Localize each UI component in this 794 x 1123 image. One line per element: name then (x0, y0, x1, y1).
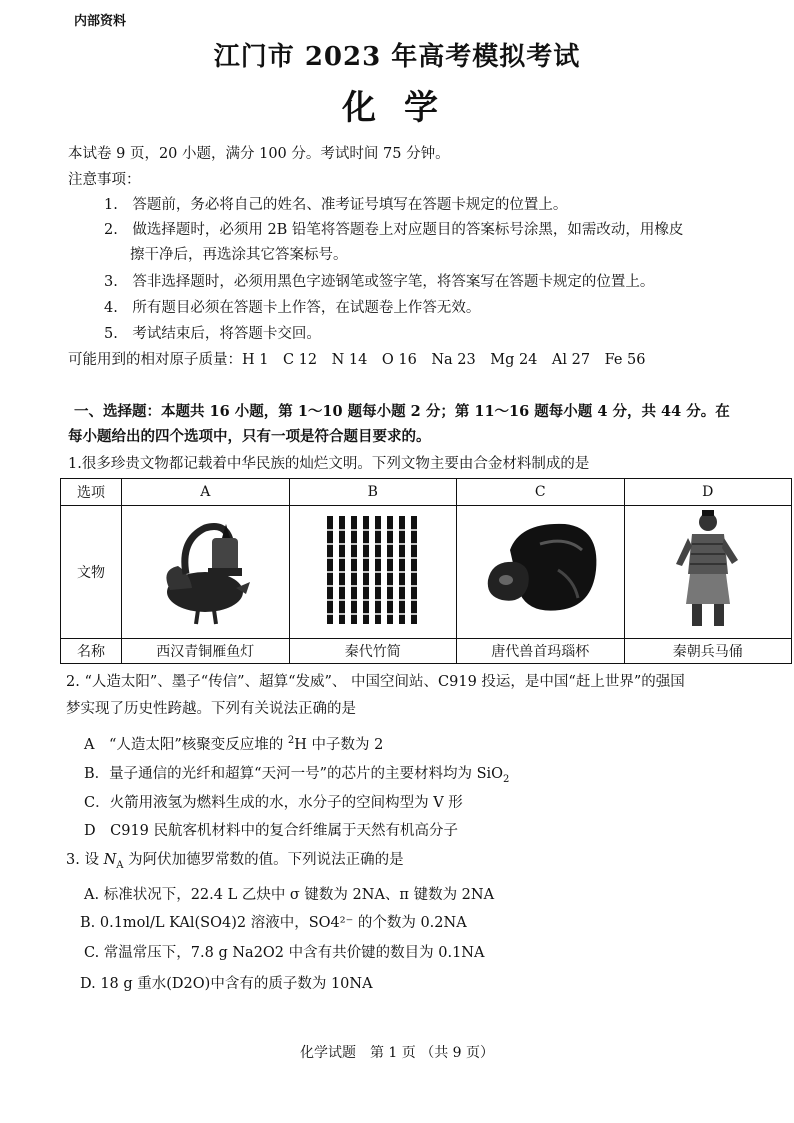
note-2-cont: 擦干净后，再选涂其它答案标号。 (130, 247, 348, 263)
notes-title: 注意事项： (68, 172, 141, 188)
relic-a-name: 西汉青铜雁鱼灯 (122, 639, 290, 664)
option-a-header: A (122, 479, 290, 506)
bronze-goose-lamp-image (150, 510, 260, 630)
q2-option-a: A “人造太阳”核聚变反应堆的 $^2$H 中子数为 2 (84, 735, 384, 753)
relic-c-cell (457, 506, 625, 639)
q2-stem-1: 2. “人造太阳”、墨子“传信”、超算“发威”、 中国空间站、C919 投运，是中国“赶上世界”的强国 (66, 674, 685, 690)
q2-option-b: B．量子通信的光纤和超算“天河一号”的芯片的主要材料均为 SiO$_2$ (84, 766, 510, 785)
relic-b-name: 秦代竹简 (289, 639, 457, 664)
relic-a-cell (122, 506, 290, 639)
intro-line: 本试卷 9 页，20 小题，满分 100 分。考试时间 75 分钟。 (68, 146, 450, 162)
terracotta-warrior-image (668, 508, 748, 632)
header-tag: 内部资料 (74, 14, 127, 29)
q2-option-d: D C919 民航客机材料中的复合纤维属于天然有机高分子 (84, 823, 459, 839)
relic-b-cell (289, 506, 457, 639)
relic-d-cell (624, 506, 792, 639)
beast-head-agate-cup-image (470, 510, 610, 630)
row-label-relic: 文物 (61, 506, 122, 639)
q1-stem: 1.很多珍贵文物都记载着中华民族的灿烂文明。下列文物主要由合金材料制成的是 (68, 456, 590, 472)
q3-option-c: C. 常温常压下，7.8 g Na2O2 中含有共价键的数目为 0.1NA (84, 945, 485, 961)
section-1-line-2: 每小题给出的四个选项中，只有一项是符合题目要求的。 (68, 428, 431, 445)
q2-option-c: C．火箭用液氢为燃料生成的水，水分子的空间构型为 V 形 (84, 795, 463, 811)
q2-stem-2: 梦实现了历史性跨越。下列有关说法正确的是 (66, 701, 356, 717)
q3-stem: 3. 设 $N_A$ 为阿伏加德罗常数的值。下列说法正确的是 (66, 852, 404, 871)
note-5: 5. 考试结束后，将答题卡交回。 (104, 326, 321, 342)
row-label-name: 名称 (61, 639, 122, 664)
relic-c-name: 唐代兽首玛瑙杯 (457, 639, 625, 664)
option-c-header: C (457, 479, 625, 506)
note-2: 2. 做选择题时，必须用 2B 铅笔将答题卷上对应题目的答案标号涂黑，如需改动，用橡皮 (104, 222, 684, 238)
subject-title: 化学 (342, 88, 466, 128)
atomic-masses: 可能用到的相对原子质量：H 1 C 12 N 14 O 16 Na 23 Mg 24 Al 27 Fe 56 (68, 352, 646, 368)
section-1-line-1: 一、选择题：本题共 16 小题，第 1～10 题每小题 2 分；第 11～16 题每小题 4 分，共 44 分。在 (74, 403, 730, 420)
row-label-option: 选项 (61, 479, 122, 506)
note-3: 3. 答非选择题时，必须用黑色字迹钢笔或签字笔，将答案写在答题卡规定的位置上。 (104, 274, 655, 290)
note-4: 4. 所有题目必须在答题卡上作答，在试题卷上作答无效。 (104, 300, 481, 316)
page-footer: 化学试题 第 1 页 （共 9 页） (299, 1045, 495, 1061)
bamboo-slips-image (313, 510, 433, 630)
exam-title: 江门市 2023 年高考模拟考试 (213, 42, 581, 72)
q3-option-a: A. 标准状况下，22.4 L 乙炔中 σ 键数为 2NA、π 键数为 2NA (84, 887, 495, 903)
relic-d-name: 秦朝兵马俑 (624, 639, 792, 664)
q3-option-d: D. 18 g 重水(D2O)中含有的质子数为 10NA (80, 976, 373, 992)
relics-table (60, 478, 792, 664)
option-b-header: B (289, 479, 457, 506)
option-d-header: D (624, 479, 792, 506)
q3-option-b: B. 0.1mol/L KAl(SO4)2 溶液中，SO4²⁻ 的个数为 0.2NA (80, 915, 467, 931)
note-1: 1. 答题前，务必将自己的姓名、准考证号填写在答题卡规定的位置上。 (104, 197, 568, 213)
